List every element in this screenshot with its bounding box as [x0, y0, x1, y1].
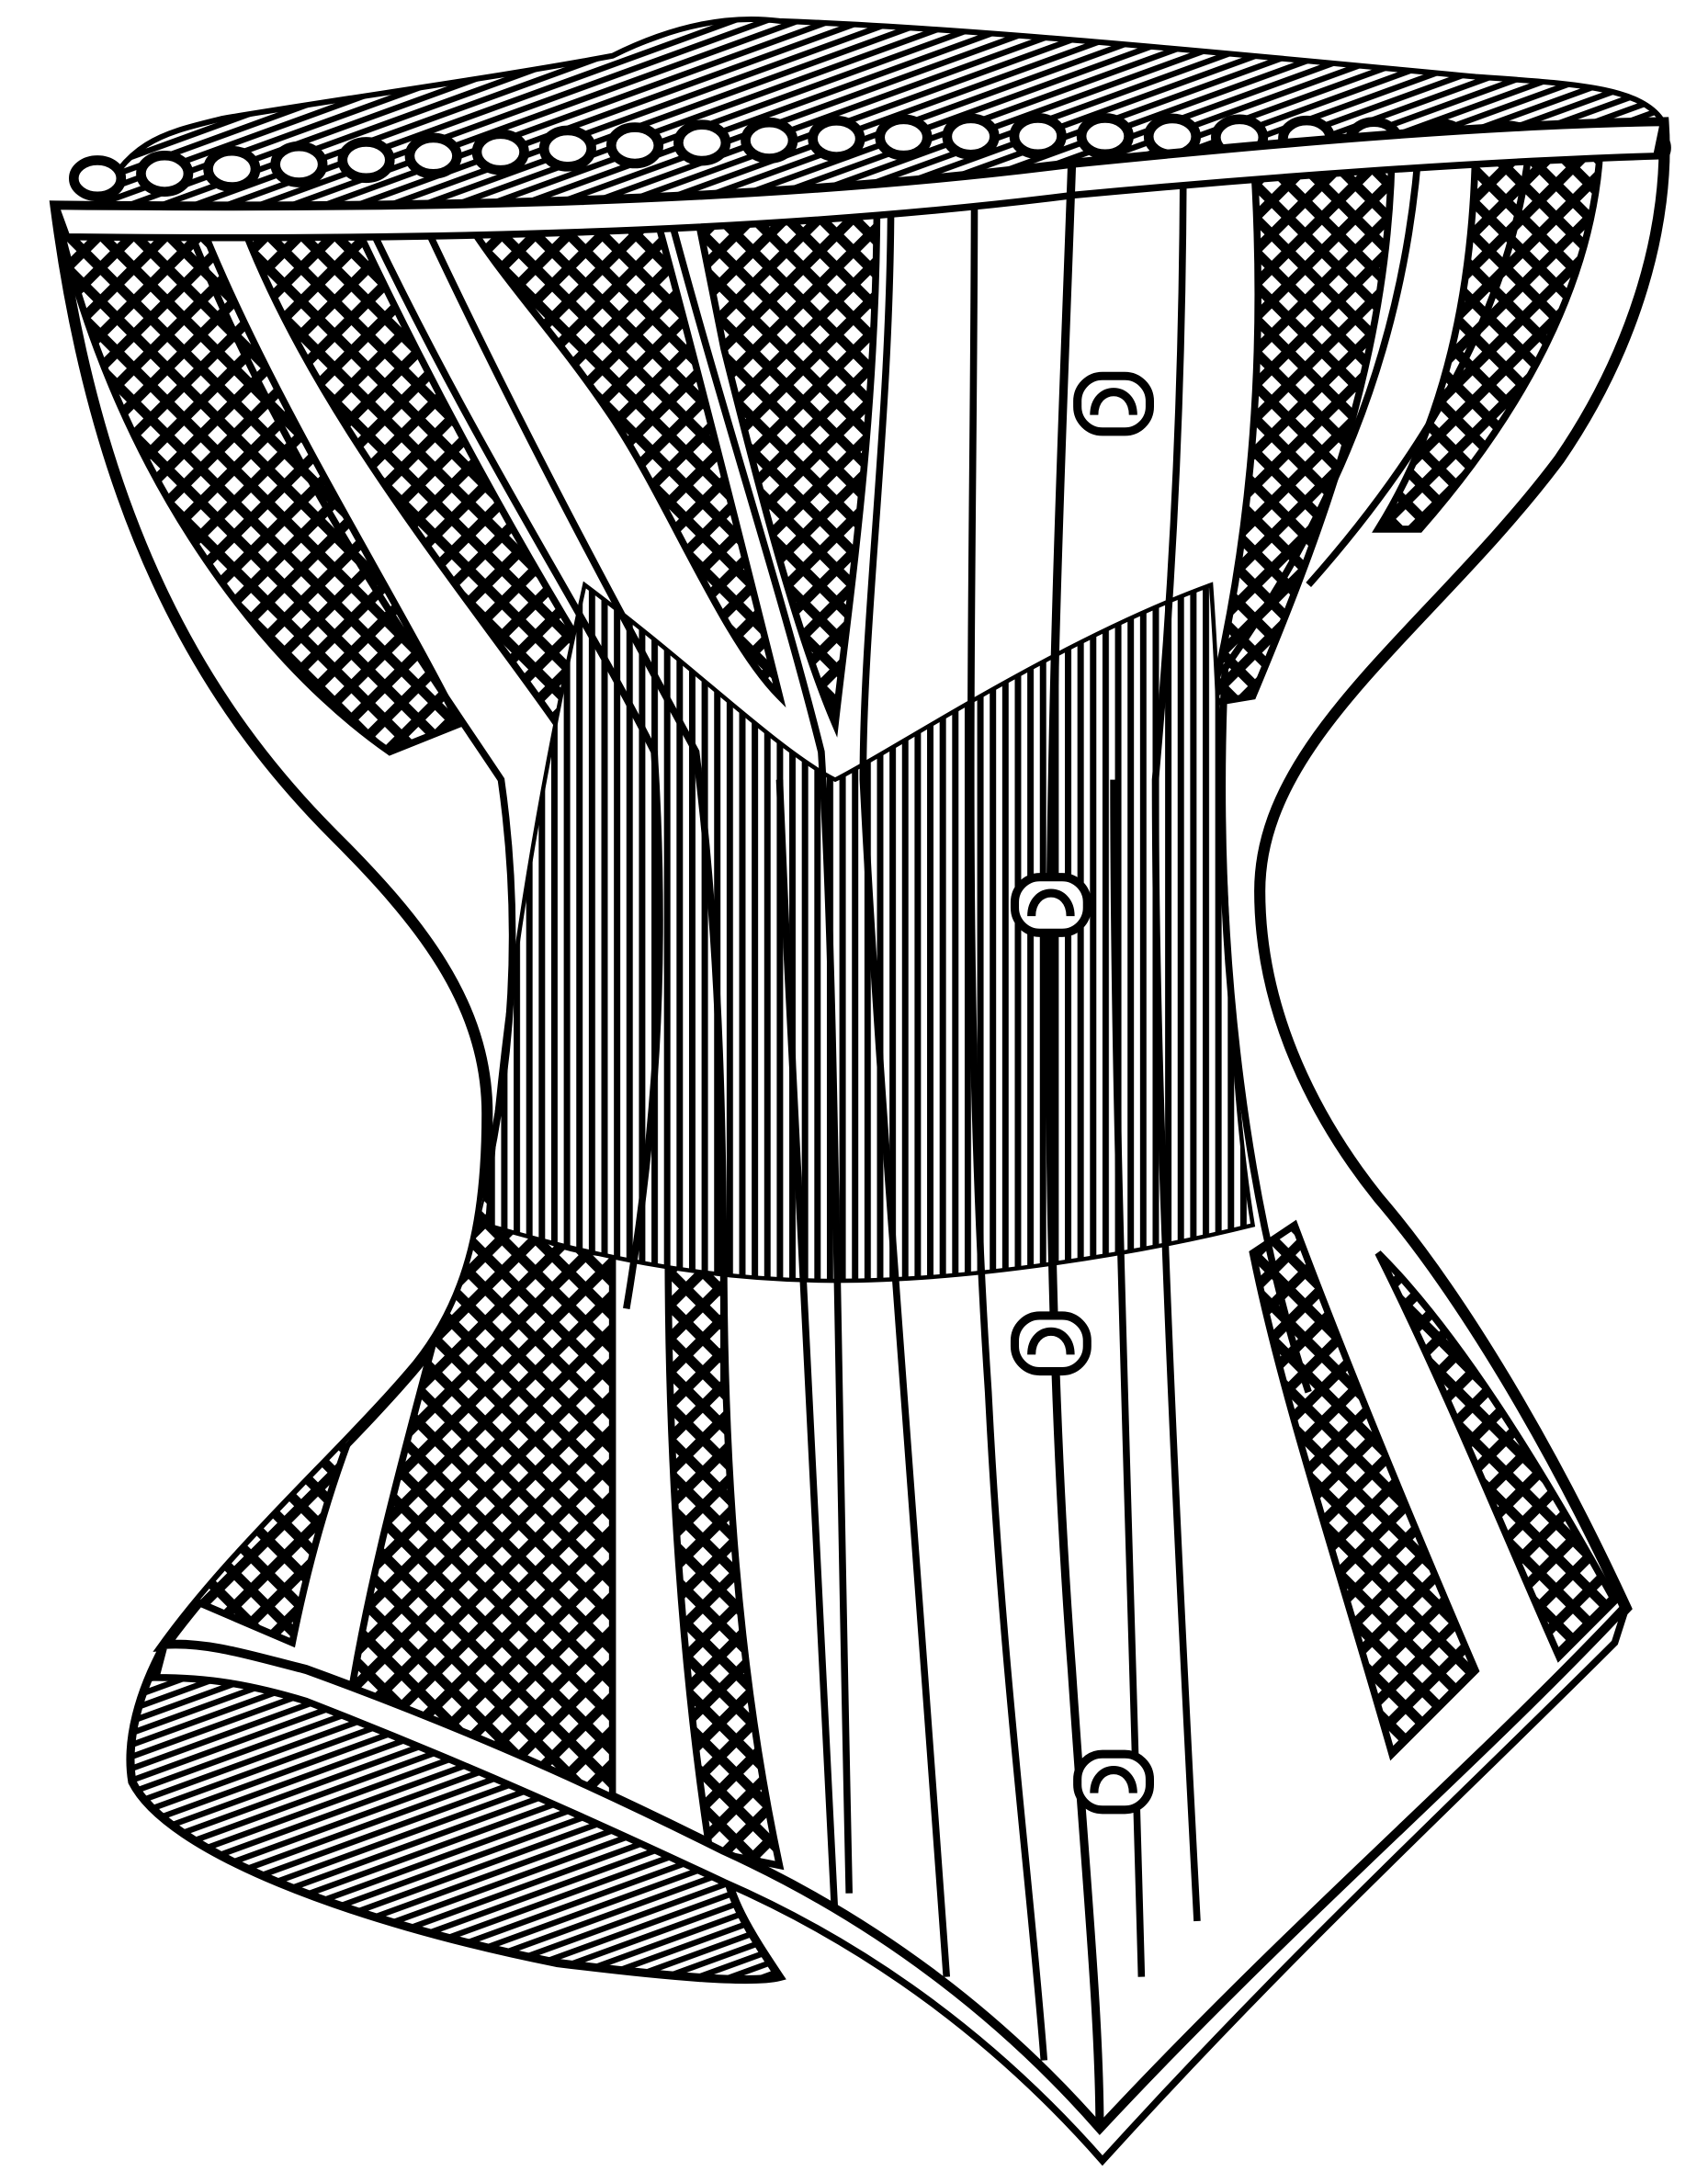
busk-fastener — [1014, 1316, 1087, 1372]
lace-scallop — [678, 125, 726, 161]
lace-scallop — [209, 151, 256, 187]
lace-scallop — [1081, 118, 1129, 153]
lace-scallop — [544, 130, 592, 166]
lace-scallop — [477, 134, 525, 170]
lace-scallop — [343, 141, 390, 177]
busk-fastener — [1078, 1754, 1150, 1810]
lace-scallop — [1014, 118, 1062, 153]
lace-scallop — [745, 122, 793, 158]
busk-fastener — [1078, 376, 1150, 432]
lace-scallop — [276, 146, 323, 182]
lace-scallop — [947, 119, 995, 154]
lace-scallop — [74, 160, 121, 196]
lace-scallop — [611, 128, 659, 164]
lace-scallop — [410, 138, 458, 174]
busk-fastener — [1014, 877, 1087, 933]
lace-scallop — [141, 155, 188, 191]
lace-scallop — [880, 119, 928, 155]
lace-scallop — [813, 120, 861, 156]
